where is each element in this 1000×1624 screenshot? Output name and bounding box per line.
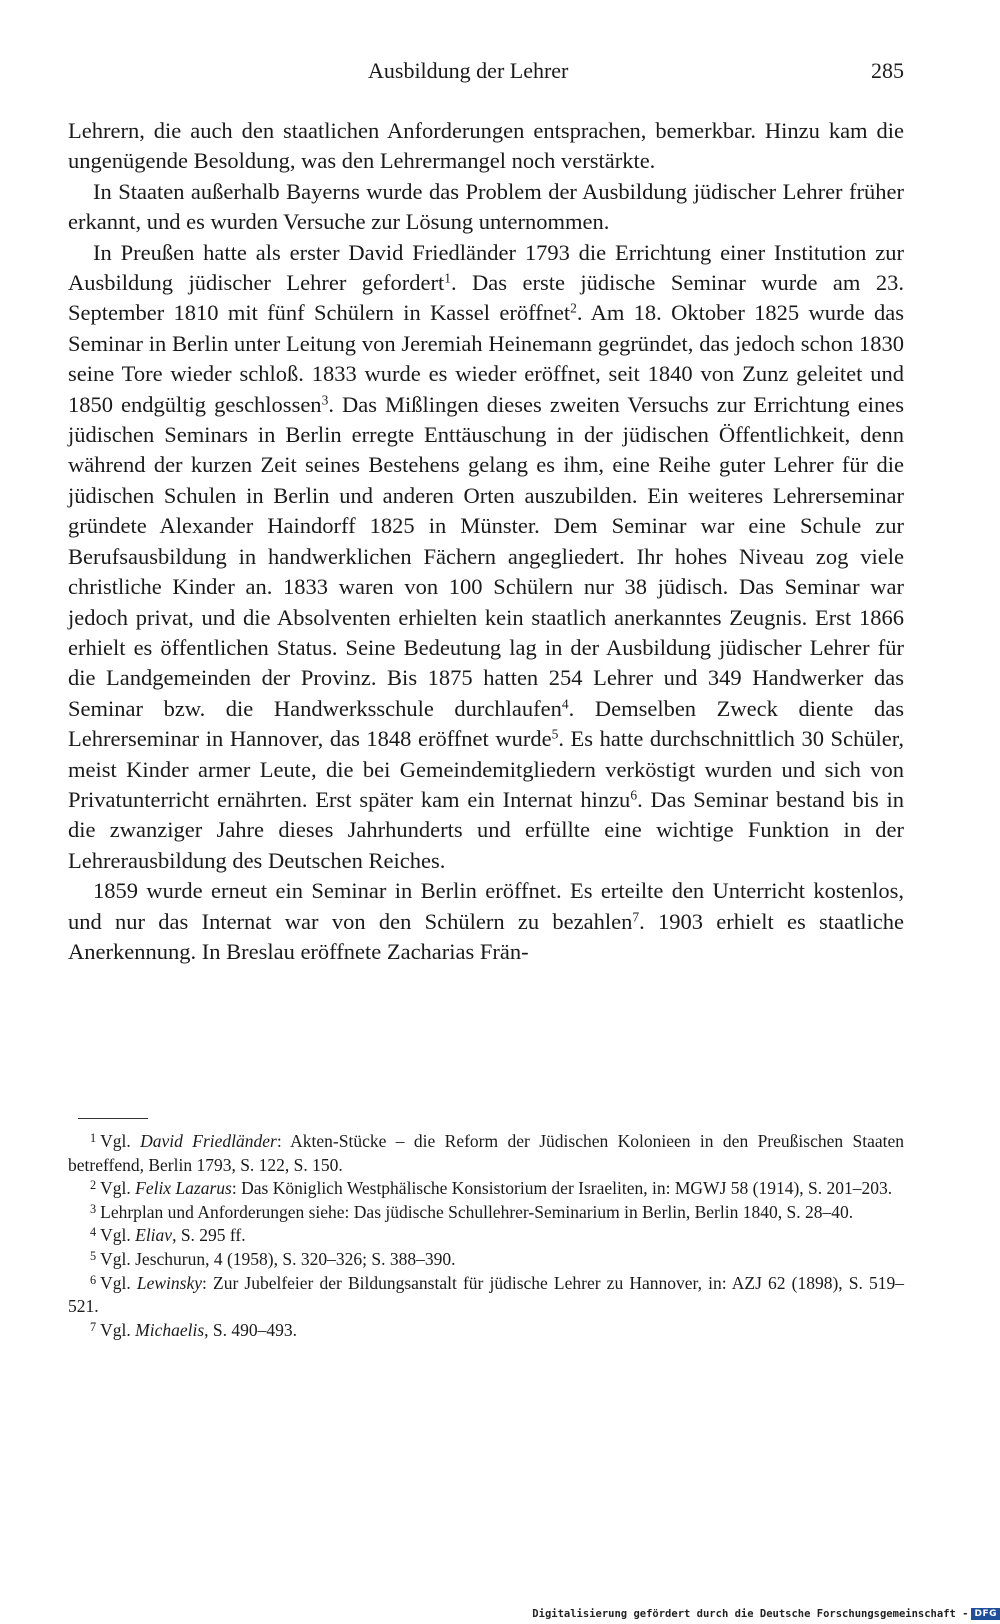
footnote-reference[interactable]: 4 [561,696,569,712]
footnote-number: 4 [90,1225,97,1240]
footnote-number: 5 [90,1249,97,1264]
footnote-text: Vgl. [100,1272,137,1293]
author-name: Lewinsky [136,1272,203,1293]
footnote-text: Vgl. [100,1131,141,1151]
text-run: . Das Mißlingen dieses zweiten Versuchs zur Errichtung eines jüdischen Seminars in Berlin erregte Enttäuschung in der jüdischen Öffentlichkeit, denn während der kurzen Zeit seines Bestehens gelang es ihm, eine Reihe guter Lehrer für die jüdischen Schulen in Berlin und anderen Orten auszubilden. Ein weiteres Lehrerseminar gründete Alexander Haindorff 1825 in Münster. Dem Seminar war eine Schule zur Berufsausbildung in handwerklichen Fächern angegliedert. Ihr hohes Niveau zog viele christliche Kinder an. 1833 waren von 100 Schülern nur 38 jüdisch. Das Seminar war jedoch privat, und die Absolventen erhielten kein staatlich anerkanntes Zeugnis. Erst 1866 erhielt es öffentlichen Status. Seine Bedeutung lag in der Ausbildung jüdischer Lehrer für die Landgemeinden der Provinz. Bis 1875 hatten 254 Lehrer und 349 Handwerker das Seminar bzw. die Handwerksschule durchlaufen [68,391,904,721]
footnote-text: : Zur Jubelfeier der Bildungsanstalt für jüdische Lehrer zu Hannover, in: AZJ 62 (1898), S. 519–521. [68,1272,905,1317]
author-name: Eliav [135,1225,173,1246]
footnote-number: 1 [90,1131,97,1146]
footnote-separator [78,1118,148,1119]
text-run: 1859 wurde erneut ein Seminar in Berlin eröffnet. Es erteilte den Unterricht kostenlos, und nur das Internat war von den Schülern zu bezahlen [68,878,904,934]
footnote-text: Vgl. [100,1319,136,1340]
footnote [68,1248,904,1272]
footnote [68,1130,904,1177]
page-number: 285 [871,58,904,83]
dfg-logo: DFG [971,1608,1000,1620]
footnote-text: : Das Königlich Westphälische Konsistorium der Israeliten, in: MGWJ 58 (1914), S. 201–203. [231,1178,893,1199]
main-text [68,116,904,967]
text-run: . Demselben Zweck diente das Lehrerseminar in Hannover, das 1848 eröffnet wurde [68,695,905,752]
text-run: . Es hatte durchschnittlich 30 Schüler, meist Kinder armer Leute, die bei Gemeindemitgliedern verköstigt wurden und sich von Privatunterricht ernährten. Erst später kam ein Internat hinzu [68,726,904,812]
author-name: Felix Lazarus [135,1178,232,1199]
paragraph [68,238,904,877]
footnote [68,1319,904,1343]
footnote-text: Vgl. [100,1178,136,1199]
text-run: . 1903 erhielt es staatliche Anerkennung. In Breslau eröffnete Zacharias Frän- [68,908,905,964]
footnote-number: 2 [90,1178,97,1193]
footnote-number: 7 [90,1319,97,1334]
footnote [68,1201,904,1225]
footnote-reference[interactable]: 2 [570,301,577,317]
paragraph [68,876,904,967]
footnotes [68,1130,904,1342]
author-name: David Friedländer [140,1131,277,1151]
footnote-text: , S. 295 ff. [172,1225,246,1246]
credit-text: Digitalisierung gefördert durch die Deutsche Forschungsgemeinschaft - [532,1608,969,1620]
paragraph [68,116,904,177]
text-run: In Staaten außerhalb Bayerns wurde das Problem der Ausbildung jüdischer Lehrer früher erkannt, und es wurden Versuche zur Lösung unternommen. [68,178,904,235]
footnote [68,1224,904,1248]
text-run: . Am 18. Oktober 1825 wurde das Seminar in Berlin unter Leitung von Jeremiah Heinemann gegründet, das jedoch schon 1830 seine Tore wieder schloß. 1833 wurde es wieder eröffnet, seit 1840 von Zunz geleitet und 1850 endgültig geschlossen [68,300,904,417]
text-run: Lehrern, die auch den staatlichen Anforderungen entsprachen, bemerkbar. Hinzu kam die ungenügende Besoldung, was den Lehrermangel noch verstärkte. [68,118,904,174]
footnote-text: Vgl. [100,1225,136,1246]
text-run: . Das erste jüdische Seminar wurde am 23. September 1810 mit fünf Schülern in Kassel eröffnet [68,270,904,326]
page-header [68,58,904,92]
footnote-text: : Akten-Stücke – die Reform der Jüdischen Kolonieen in den Preußischen Staaten betreffend, Berlin 1793, S. 122, S. 150. [68,1131,905,1175]
footnote-reference[interactable]: 3 [321,392,329,408]
text-run: . Das Seminar bestand bis in die zwanziger Jahre dieses Jahrhunderts und erfüllte eine wichtige Funktion in der Lehrerausbildung des Deutschen Reiches. [68,786,904,873]
footnote-reference[interactable]: 1 [444,270,451,286]
text-run: In Preußen hatte als erster David Friedländer 1793 die Errichtung einer Institution zur Ausbildung jüdischer Lehrer gefordert [68,239,904,296]
footnote [68,1177,904,1201]
footnote-number: 3 [90,1201,97,1216]
footnote-text: Lehrplan und Anforderungen siehe: Das jüdische Schullehrer-Seminarium in Berlin, Berlin 1840, S. 28–40. [100,1201,854,1222]
running-title: Ausbildung der Lehrer [368,58,569,83]
footnote [68,1272,904,1319]
footnote-reference[interactable]: 5 [551,726,559,742]
footnote-reference[interactable]: 6 [630,787,638,803]
footnote-text: Vgl. Jeschurun, 4 (1958), S. 320–326; S. 388–390. [100,1248,456,1269]
footnote-number: 6 [90,1272,97,1287]
digitization-credit [532,1604,1000,1624]
footnote-reference[interactable]: 7 [632,909,640,925]
author-name: Michaelis [135,1319,205,1340]
footnote-text: , S. 490–493. [204,1319,297,1340]
paragraph [68,177,904,238]
